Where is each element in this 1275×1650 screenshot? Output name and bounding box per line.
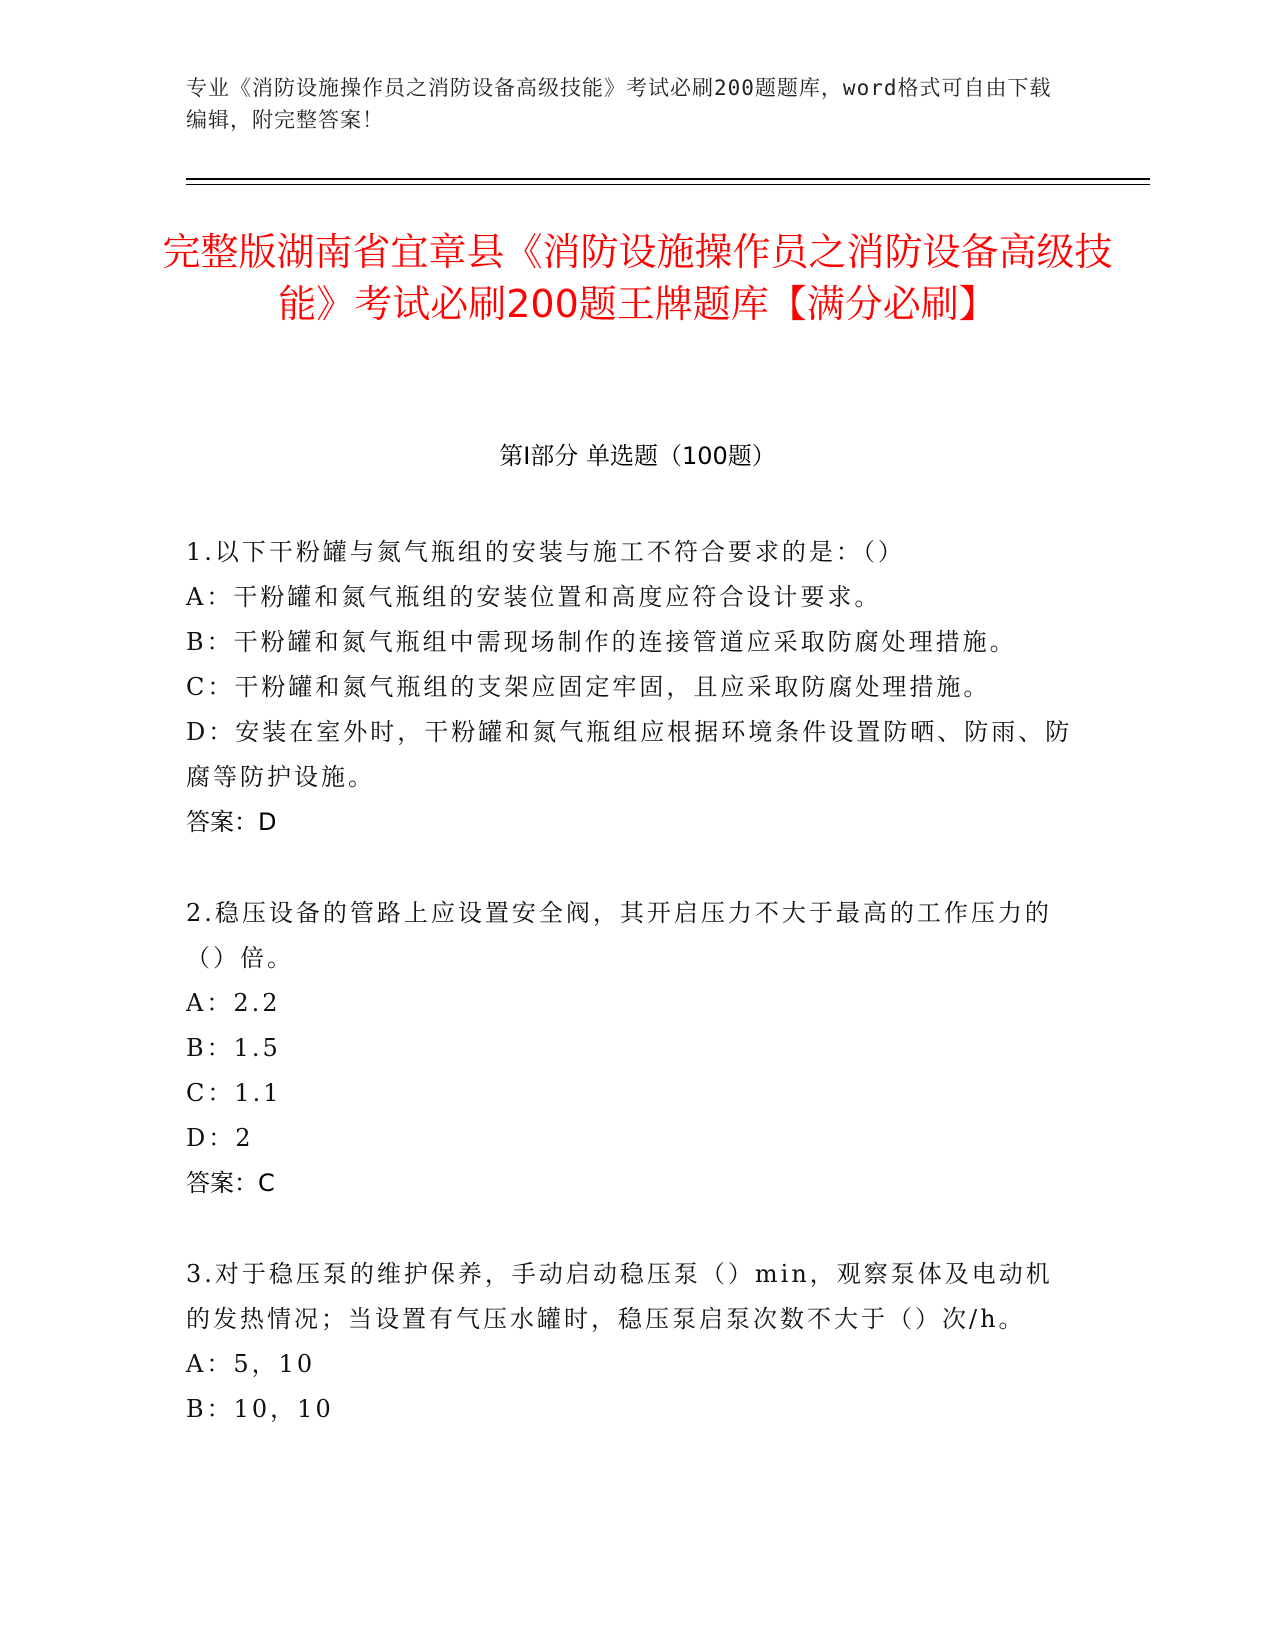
option-d: D：2 [186, 1124, 254, 1152]
header-rule-thick [186, 178, 1150, 180]
answer: 答案：D [186, 808, 277, 836]
answer: 答案：C [186, 1169, 275, 1197]
question-list [186, 530, 1076, 1478]
option-a: A：5，10 [186, 1350, 316, 1378]
header-rule-thin [186, 184, 1150, 185]
question-stem: 1.以下干粉罐与氮气瓶组的安装与施工不符合要求的是：（） [186, 538, 905, 566]
document-title: 完整版湖南省宜章县《消防设施操作员之消防设备高级技能》考试必刷200题王牌题库【满分必刷】 [162, 230, 1113, 326]
option-c: C：干粉罐和氮气瓶组的支架应固定牢固，且应采取防腐处理措施。 [186, 673, 991, 701]
header-note: 专业《消防设施操作员之消防设备高级技能》考试必刷200题题库，word格式可自由下载编辑，附完整答案！ [186, 76, 1052, 132]
question-stem: 2.稳压设备的管路上应设置安全阀，其开启压力不大于最高的工作压力的（）倍。 [186, 899, 1052, 972]
question-1 [186, 530, 1076, 845]
option-a: A：干粉罐和氮气瓶组的安装位置和高度应符合设计要求。 [186, 583, 882, 611]
section-heading: 第Ⅰ部分 单选题（100题） [499, 442, 776, 470]
option-c: C：1.1 [186, 1079, 282, 1107]
option-b: B：1.5 [186, 1034, 281, 1062]
option-d: D：安装在室外时，干粉罐和氮气瓶组应根据环境条件设置防晒、防雨、防腐等防护设施。 [186, 718, 1073, 791]
question-2 [186, 891, 1076, 1206]
option-b: B：干粉罐和氮气瓶组中需现场制作的连接管道应采取防腐处理措施。 [186, 628, 1017, 656]
option-b: B：10，10 [186, 1395, 334, 1423]
option-a: A：2.2 [186, 989, 281, 1017]
question-stem: 3.对于稳压泵的维护保养，手动启动稳压泵（）min，观察泵体及电动机的发热情况；当设置有气压水罐时，稳压泵启泵次数不大于（）次/h。 [186, 1260, 1053, 1333]
question-3 [186, 1252, 1076, 1432]
